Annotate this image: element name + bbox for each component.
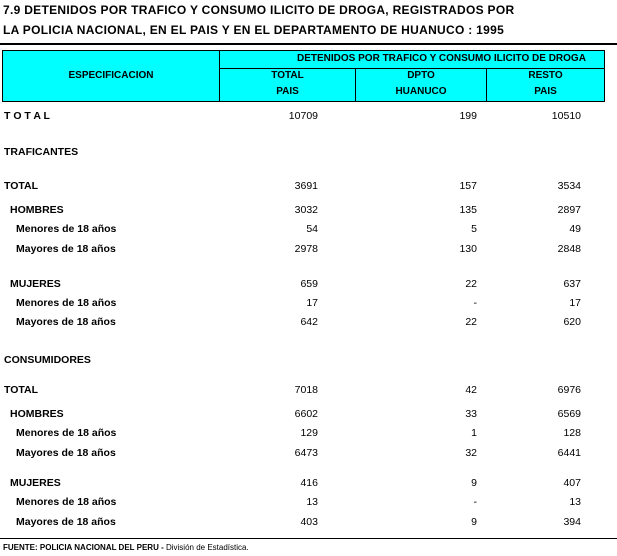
cell-total-pais: 3032 [294, 204, 318, 216]
top-rule [0, 43, 617, 45]
cell-dpto-huanuco: 33 [465, 408, 477, 420]
row-label: Mayores de 18 años [16, 316, 116, 328]
header-col3-line1: RESTO [528, 70, 563, 81]
cell-resto-pais: 637 [563, 278, 581, 290]
cell-resto-pais: 394 [563, 516, 581, 528]
cell-resto-pais: 17 [569, 297, 581, 309]
row-label: HOMBRES [10, 408, 64, 420]
cell-dpto-huanuco: 135 [459, 204, 477, 216]
row-label: Menores de 18 años [16, 496, 117, 508]
cell-dpto-huanuco: 1 [471, 427, 477, 439]
cell-resto-pais: 407 [563, 477, 581, 489]
row-label: Menores de 18 años [16, 427, 117, 439]
bottom-rule [0, 538, 617, 539]
cell-resto-pais: 2897 [557, 204, 581, 216]
cell-resto-pais: 128 [563, 427, 581, 439]
row-label: TOTAL [4, 384, 39, 396]
cell-dpto-huanuco: 22 [465, 316, 477, 328]
cell-total-pais: 129 [300, 427, 318, 439]
cell-dpto-huanuco: 22 [465, 278, 477, 290]
section-heading [0, 146, 617, 162]
table-row [0, 278, 617, 294]
table-row [0, 180, 617, 196]
table-row [0, 427, 617, 443]
cell-dpto-huanuco: 42 [465, 384, 477, 396]
cell-total-pais: 6602 [294, 408, 318, 420]
cell-total-pais: 659 [300, 278, 318, 290]
cell-total-pais: 6473 [294, 447, 318, 459]
row-label: Mayores de 18 años [16, 516, 116, 528]
table-row [0, 223, 617, 239]
table-row [0, 243, 617, 259]
table-row [0, 477, 617, 493]
row-label: HOMBRES [10, 204, 64, 216]
cell-total-pais: 2978 [294, 243, 318, 255]
cell-resto-pais: 6569 [557, 408, 581, 420]
cell-resto-pais: 6976 [557, 384, 581, 396]
cell-resto-pais: 6441 [557, 447, 581, 459]
header-col3-line2: PAIS [534, 86, 557, 97]
cell-resto-pais: 2848 [557, 243, 581, 255]
section-heading [0, 354, 617, 370]
header-col2-line2: HUANUCO [395, 86, 447, 97]
table-title-line-2: LA POLICIA NACIONAL, EN EL PAIS Y EN EL DEPARTAMENTO DE HUANUCO : 1995 [3, 23, 505, 37]
row-label: MUJERES [10, 278, 61, 290]
table-row [0, 408, 617, 424]
table-row [0, 204, 617, 220]
header-group: DETENIDOS POR TRAFICO Y CONSUMO ILICITO DE DROGA [297, 53, 586, 64]
cell-total-pais: 10709 [288, 110, 318, 122]
table-row [0, 447, 617, 463]
table-row [0, 516, 617, 532]
cell-dpto-huanuco: 157 [459, 180, 477, 192]
row-label: Menores de 18 años [16, 223, 117, 235]
header-col1-line2: PAIS [276, 86, 299, 97]
row-label: Menores de 18 años [16, 297, 117, 309]
table-row [0, 384, 617, 400]
cell-dpto-huanuco: 9 [471, 477, 477, 489]
cell-dpto-huanuco: 130 [459, 243, 477, 255]
source-label: FUENTE: POLICIA NACIONAL DEL PERU - [3, 543, 166, 552]
header-group-clip [219, 50, 605, 69]
cell-dpto-huanuco: 199 [459, 110, 477, 122]
cell-total-pais: 54 [306, 223, 318, 235]
cell-resto-pais: 49 [569, 223, 581, 235]
cell-dpto-huanuco: - [473, 496, 477, 508]
cell-resto-pais: 620 [563, 316, 581, 328]
cell-total-pais: 403 [300, 516, 318, 528]
cell-dpto-huanuco: 9 [471, 516, 477, 528]
row-label: Mayores de 18 años [16, 243, 116, 255]
cell-total-pais: 7018 [294, 384, 318, 396]
row-label: TOTAL [4, 180, 39, 192]
row-label: TRAFICANTES [4, 146, 79, 158]
table-row [0, 496, 617, 512]
cell-dpto-huanuco: 5 [471, 223, 477, 235]
table-row [0, 110, 617, 126]
header-col2-line1: DPTO [407, 70, 435, 81]
cell-total-pais: 416 [300, 477, 318, 489]
row-label: MUJERES [10, 477, 61, 489]
cell-resto-pais: 13 [569, 496, 581, 508]
row-label: T O T A L [4, 110, 50, 122]
table-row [0, 316, 617, 332]
row-label: Mayores de 18 años [16, 447, 116, 459]
source-footnote [3, 543, 249, 552]
cell-dpto-huanuco: - [473, 297, 477, 309]
cell-total-pais: 13 [306, 496, 318, 508]
cell-total-pais: 17 [306, 297, 318, 309]
table-title-line-1: 7.9 DETENIDOS POR TRAFICO Y CONSUMO ILICITO DE DROGA, REGISTRADOS POR [3, 3, 515, 17]
table-row [0, 297, 617, 313]
cell-total-pais: 3691 [294, 180, 318, 192]
source-division: División de Estadística. [165, 543, 249, 552]
cell-total-pais: 642 [300, 316, 318, 328]
header-especificacion: ESPECIFICACION [68, 70, 154, 81]
cell-resto-pais: 3534 [557, 180, 581, 192]
header-col1-line1: TOTAL [271, 70, 304, 81]
row-label: CONSUMIDORES [4, 354, 91, 366]
cell-resto-pais: 10510 [551, 110, 581, 122]
cell-dpto-huanuco: 32 [465, 447, 477, 459]
